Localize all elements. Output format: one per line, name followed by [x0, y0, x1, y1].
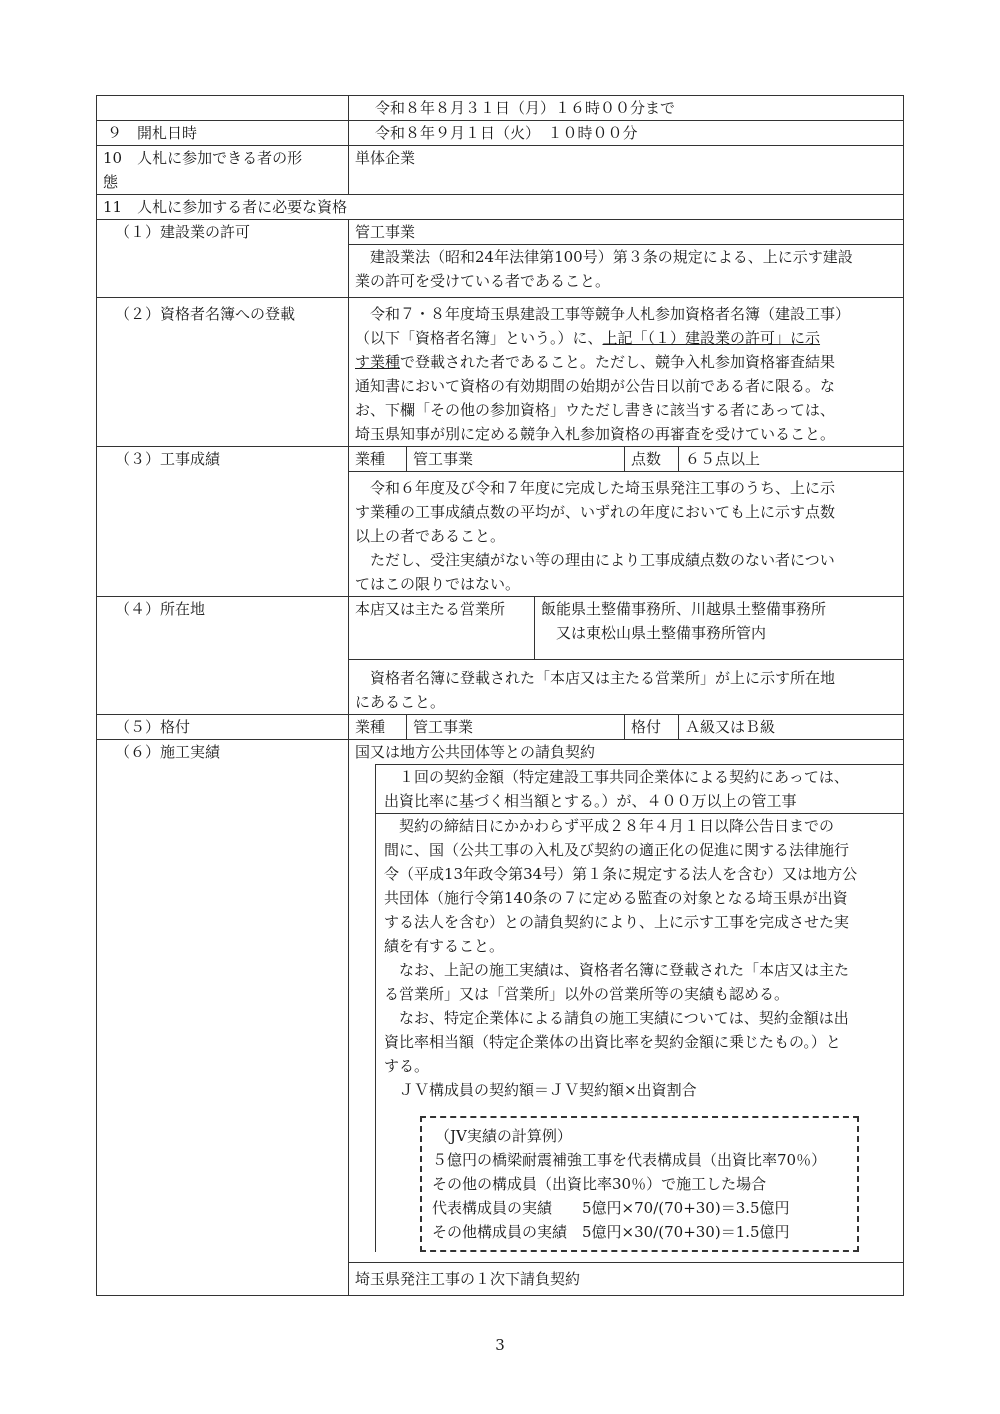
row-participant-form — [96, 146, 904, 195]
location-text: 資格者名簿に登載された「本店又は主たる営業所」が上に示す所在地 にあること。 — [349, 659, 903, 714]
record-head: 国又は地方公共団体等との請負契約 — [355, 743, 596, 761]
grade-cells: 業種 管工事業 格付 Ａ級又はＢ級 — [349, 715, 903, 739]
registry-text: 令和７・８年度埼玉県建設工事等競争人札参加資格者名簿（建設工事） （以下「資格者名簿」という。）に、上記「（１）建設業の許可」に示 す業種で登載された者であること。ただし、競争入札参加資格審査結果 通知書において資格の有効期間の始期が公告日以前である者に限る。な お、下欄「その他の参加資格」ウただし書きに該当する者にあっては、 埼玉県知事が別に定める競争入札参加資格の再審査を受けていること。 — [355, 305, 851, 443]
row-performance-score — [96, 447, 904, 597]
construction-license-label: （１）建設業の許可 — [97, 220, 349, 297]
row-location — [96, 597, 904, 715]
opening-date-label: ９ 開札日時 — [97, 121, 349, 145]
row-construction-record — [96, 740, 904, 1296]
license-text: 建設業法（昭和24年法律第100号）第３条の規定による、上に示す建設 業の許可を受けている者であること。 — [349, 244, 903, 297]
location-header: 本店又は主たる営業所 飯能県土整備事務所、川越県土整備事務所 又は東松山県土整備事務所管内 — [349, 597, 903, 659]
jv-calculation-example: （JV実績の計算例） ５億円の橋梁耐震補強工事を代表構成員（出資比率70％） その他の構成員（出資比率30％）で施工した場合 代表構成員の実績 5億円×70/(70+30)＝3.5億円 その他構成員の実績 5億円×30/(70+30)＝1.5億円 — [420, 1116, 859, 1252]
qualification-heading: 11 人札に参加する者に必要な資格 — [103, 198, 348, 216]
row-deadline-label — [97, 96, 349, 120]
contract-amount: １回の契約金額（特定建設工事共同企業体による契約にあっては、 出資比率に基づく相当額とする。）が、４００万以上の管工事 — [384, 768, 849, 810]
record-conditions: 契約の締結日にかかわらず平成２８年４月１日以降公告日までの 間に、国（公共工事の入札及び契約の適正化の促進に関する法律施行 令（平成13年政令第34号）第１条に規定する法人を含む）又は地方公 共団体（施行令第140条の７に定める監査の対象となる埼玉県が出資 する法人を含む）との請負契約により、上に示す工事を完成させた実 績を有すること。 なお、上記の施工実績は、資格者名簿に登載された「本店又は主た る営業所」又は「営業所」以外の営業所等の実績も認める。 なお、特定企業体による請負の施工実績については、契約金額は出 資比率相当額（特定企業体の出資比率を契約金額に乗じたもの。）と する。 ＪＶ構成員の契約額＝ＪＶ契約額×出資割合 （JV実績の計算例） ５億円の橋梁耐震補強工事を代表構成員（出資比率70％） その他の構成員（出資比率30％）で施工した場合 代表構成員の実績 5億円×70/(70+30)＝3.5億円 その他構成員の実績 5億円×30/(70+30)＝1.5億円 — [376, 813, 903, 1252]
deadline-value: 令和８年８月３１日（月）１６時００分まで — [375, 99, 676, 117]
jv-formula: ＪＶ構成員の契約額＝ＪＶ契約額×出資割合 — [399, 1081, 697, 1099]
qualification-table — [96, 95, 904, 1296]
participant-form-value: 単体企業 — [355, 149, 416, 167]
subcontract-record: 埼玉県発注工事の１次下請負契約 — [349, 1262, 903, 1295]
row-deadline — [96, 95, 904, 121]
score-text: 令和６年度及び令和７年度に完成した埼玉県発注工事のうち、上に示 す業種の工事成績点数の平均が、いずれの年度においても上に示す点数 以上の者であること。 ただし、受注実績がない等の理由により工事成績点数のない者につい てはこの限りではない。 — [349, 471, 903, 596]
grade-label: （５）格付 — [97, 715, 349, 739]
row-qualification-heading — [96, 195, 904, 220]
row-construction-license — [96, 220, 904, 298]
performance-score-label: （３）工事成績 — [97, 447, 349, 596]
row-registry — [96, 298, 904, 447]
registry-label: （２）資格者名簿への登載 — [97, 298, 349, 446]
score-header: 業種 管工事業 点数 ６５点以上 — [349, 447, 903, 471]
row-opening-date — [96, 121, 904, 146]
location-label: （４）所在地 — [97, 597, 349, 714]
construction-record-label: （６）施工実績 — [97, 740, 349, 1295]
page-number: 3 — [495, 1336, 505, 1354]
row-grade — [96, 715, 904, 740]
license-kind: 管工事業 — [355, 223, 416, 241]
opening-date-value: 令和８年９月１日（火） １０時００分 — [375, 124, 638, 142]
record-detail — [375, 764, 903, 1252]
participant-form-label: 10 人札に参加できる者の形 態 — [97, 146, 349, 194]
